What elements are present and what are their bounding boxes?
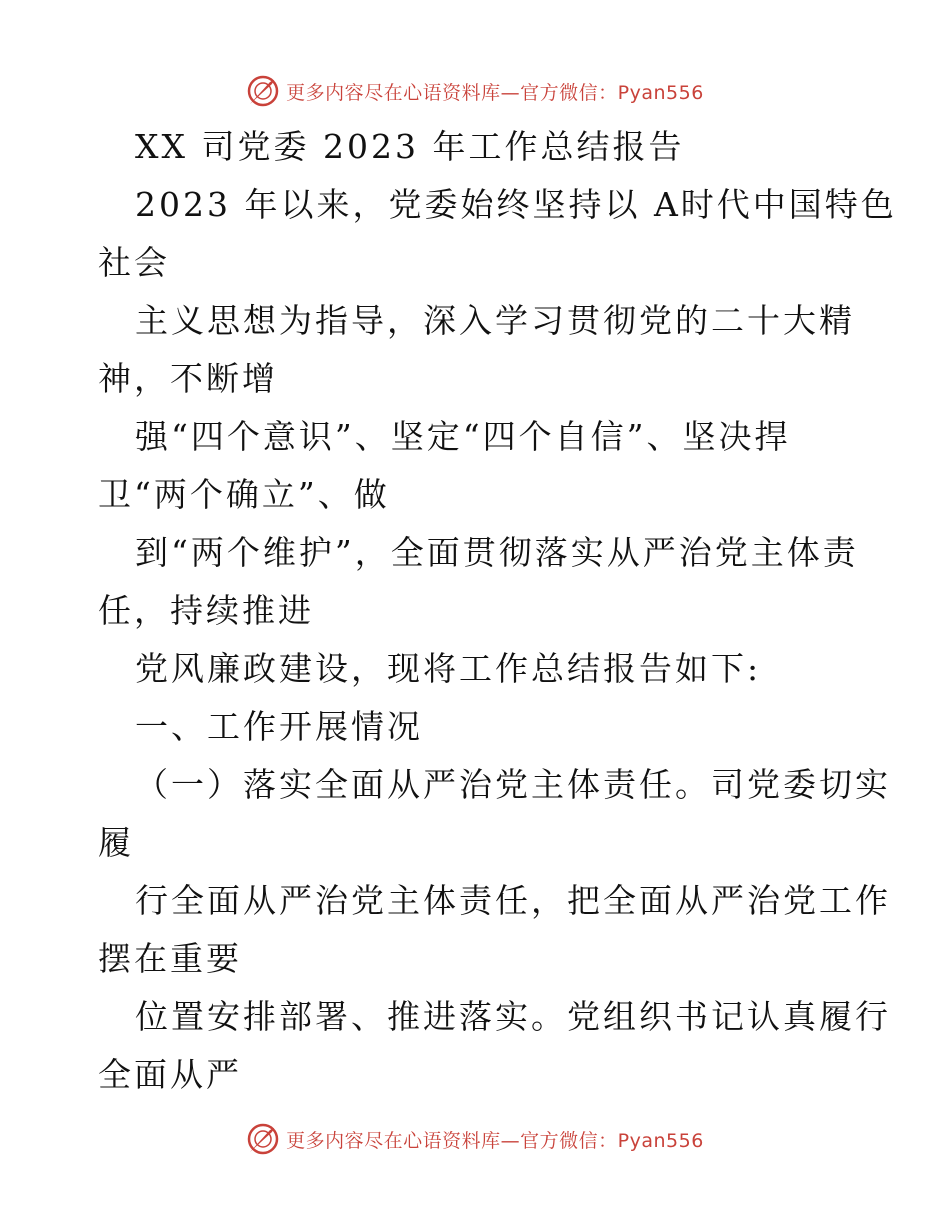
section-heading: 一、工作开展情况 — [135, 707, 423, 746]
paragraph-line: 强“四个意识”、坚定“四个自信”、坚决捍 — [135, 417, 791, 456]
paragraph-line: 摆在重要 — [98, 939, 242, 978]
paragraph-line: 到“两个维护”，全面贯彻落实从严治党主体责 — [135, 533, 859, 572]
paragraph-line: 主义思想为指导，深入学习贯彻党的二十大精 — [135, 301, 855, 340]
paragraph-line: 任，持续推进 — [98, 591, 314, 630]
paragraph-line: 全面从严 — [98, 1055, 242, 1094]
document-title: XX 司党委 2023 年工作总结报告 — [135, 127, 685, 166]
quill-seal-icon — [246, 74, 280, 108]
footer-watermark — [0, 1122, 950, 1156]
watermark-text: 更多内容尽在心语资料库—官方微信：Pyan556 — [286, 81, 704, 104]
document-body — [98, 118, 897, 1104]
paragraph-line: 神，不断增 — [98, 359, 278, 398]
paragraph-line: 行全面从严治党主体责任，把全面从严治党工作 — [135, 881, 891, 920]
paragraph-line: 卫“两个确立”、做 — [98, 475, 390, 514]
paragraph-line: 位置安排部署、推进落实。党组织书记认真履行 — [135, 997, 891, 1036]
quill-seal-icon — [246, 1122, 280, 1156]
paragraph-line: 2023 年以来，党委始终坚持以 A时代中国特色 — [135, 185, 897, 224]
header-watermark — [0, 74, 950, 108]
paragraph-line: 社会 — [98, 243, 170, 282]
watermark-text: 更多内容尽在心语资料库—官方微信：Pyan556 — [286, 1129, 704, 1152]
subsection-line: （一）落实全面从严治党主体责任。司党委切实 — [135, 765, 891, 804]
paragraph-line: 党风廉政建设，现将工作总结报告如下: — [135, 649, 762, 688]
paragraph-line: 履 — [98, 823, 134, 862]
